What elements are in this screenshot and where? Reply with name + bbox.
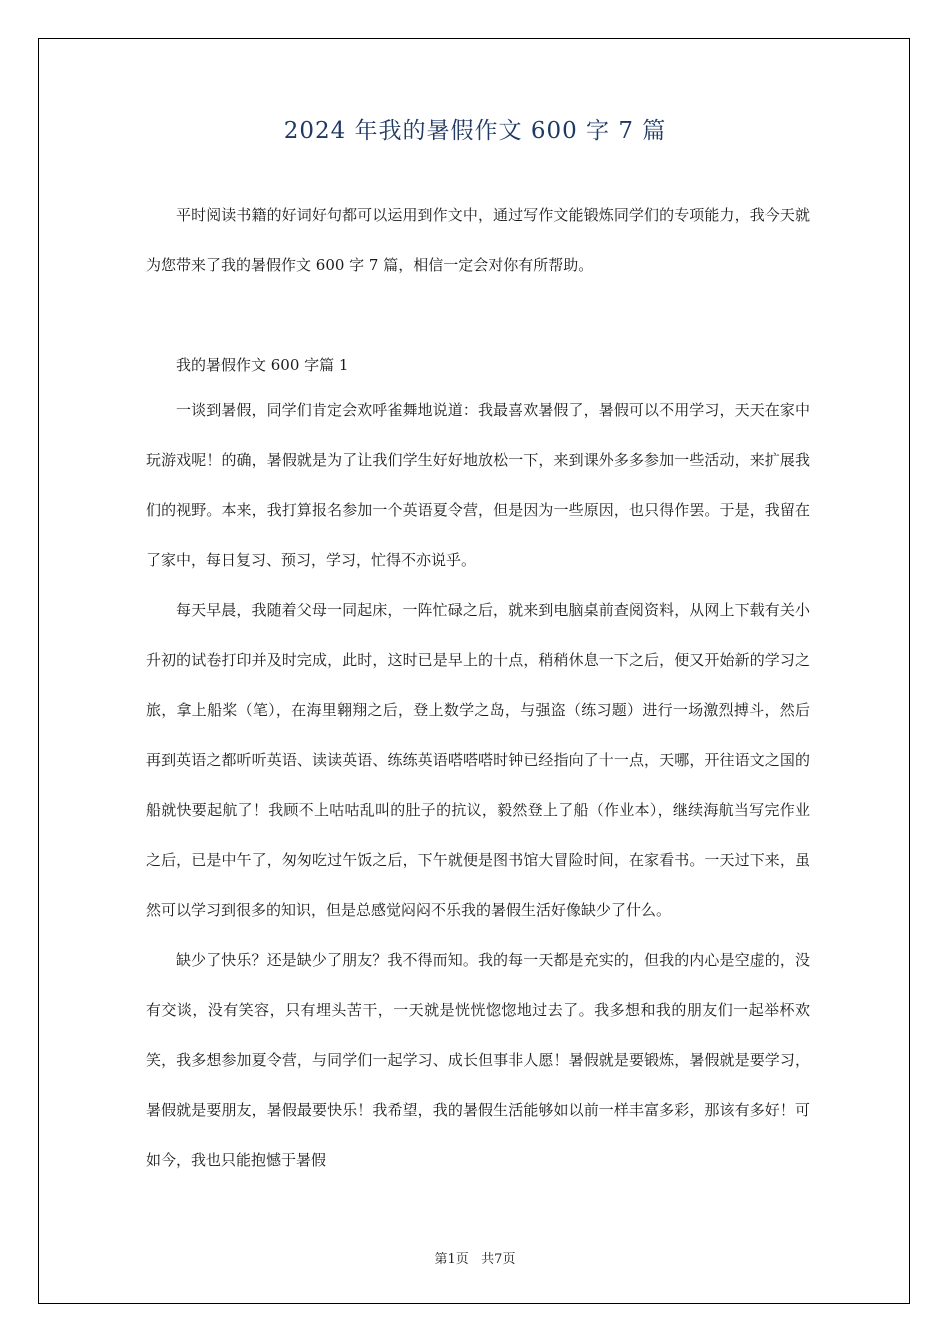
article-body (146, 385, 810, 1185)
intro-block (146, 190, 810, 290)
section-heading: 我的暑假作文 600 字篇 1 (176, 356, 349, 374)
body-paragraph-1: 一谈到暑假，同学们肯定会欢呼雀舞地说道：我最喜欢暑假了，暑假可以不用学习，天天在家中玩游戏呢！的确，暑假就是为了让我们学生好好地放松一下，来到课外多多参加一些活动，来扩展我们的视野。本来，我打算报名参加一个英语夏令营，但是因为一些原因，也只得作罢。于是，我留在了家中，每日复习、预习，学习，忙得不亦说乎。 (146, 401, 810, 569)
intro-paragraph: 平时阅读书籍的好词好句都可以运用到作文中，通过写作文能锻炼同学们的专项能力，我今天就为您带来了我的暑假作文 600 字 7 篇，相信一定会对你有所帮助。 (146, 206, 810, 274)
page-number: 第1页 共7页 (434, 1252, 516, 1267)
page-footer (0, 1248, 950, 1267)
body-paragraph-2: 每天早晨，我随着父母一同起床，一阵忙碌之后，就来到电脑桌前查阅资料，从网上下载有关小升初的试卷打印并及时完成，此时，这时已是早上的十点，稍稍休息一下之后，便又开始新的学习之旅，拿上船桨（笔），在海里翱翔之后，登上数学之岛，与强盗（练习题）进行一场激烈搏斗，然后再到英语之都听听英语、读读英语、练练英语嗒嗒嗒时钟已经指向了十一点，天哪，开往语文之国的船就快要起航了！我顾不上咕咕乱叫的肚子的抗议，毅然登上了船（作业本），继续海航当写完作业之后，已是中午了，匆匆吃过午饭之后，下午就便是图书馆大冒险时间，在家看书。一天过下来，虽然可以学习到很多的知识，但是总感觉闷闷不乐我的暑假生活好像缺少了什么。 (146, 601, 810, 919)
body-paragraph-3: 缺少了快乐？还是缺少了朋友？我不得而知。我的每一天都是充实的，但我的内心是空虚的，没有交谈，没有笑容，只有埋头苦干，一天就是恍恍惚惚地过去了。我多想和我的朋友们一起举杯欢笑，我多想参加夏令营，与同学们一起学习、成长但事非人愿！暑假就是要锻炼，暑假就是要学习，暑假就是要朋友，暑假最要快乐！我希望，我的暑假生活能够如以前一样丰富多彩，那该有多好！可如今，我也只能抱憾于暑假 (146, 951, 810, 1169)
document-title: 2024 年我的暑假作文 600 字 7 篇 (283, 118, 667, 144)
